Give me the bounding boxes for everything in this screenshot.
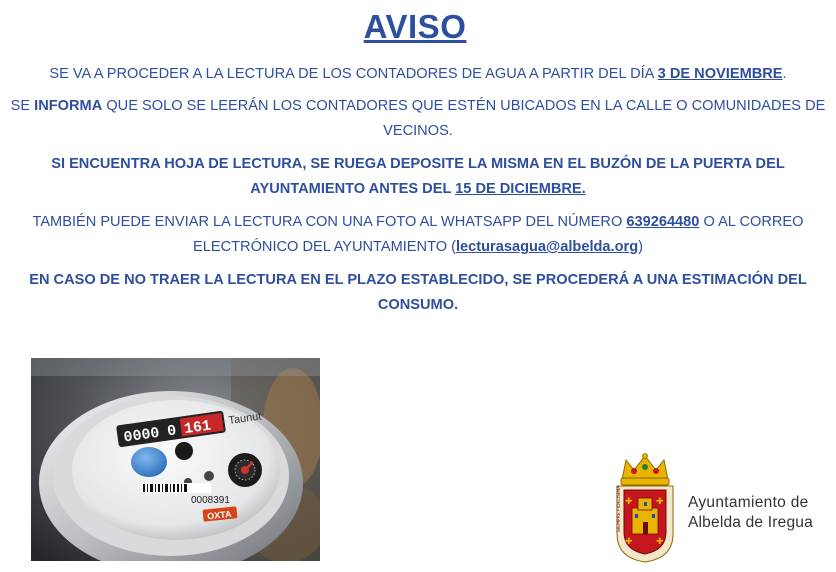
water-meter-photo: [31, 358, 320, 561]
paragraph-text-post: QUE SOLO SE LEERÁN LOS CONTADORES QUE ESTÉN UBICADOS EN LA CALLE O COMUNIDADES DE VECINOS.: [102, 98, 826, 139]
period: .: [782, 66, 787, 82]
whatsapp-number[interactable]: 639264480: [626, 214, 700, 230]
svg-text:✚: ✚: [625, 497, 633, 507]
email-link[interactable]: lecturasagua@albelda.org: [456, 239, 639, 255]
svg-text:✚: ✚: [656, 537, 664, 547]
start-date: 3 DE NOVIEMBRE: [657, 66, 783, 82]
paragraph-text-pre: SE: [10, 98, 35, 114]
svg-text:✚: ✚: [656, 497, 664, 507]
paragraph-text: SI ENCUENTRA HOJA DE LECTURA, SE RUEGA DEPOSITE LA MISMA EN EL BUZÓN DE LA PUERTA DEL AYUNTAMIENTO ANTES DEL: [51, 156, 785, 197]
paragraph-text-end: ): [638, 239, 643, 255]
paragraph-reading-sheet: [10, 152, 826, 202]
org-name-line1: Ayuntamiento de: [688, 494, 809, 511]
org-name-line2: Albelda de Iregua: [688, 514, 813, 531]
crest-motto-text: SIEMPRE FIDELISIMA: [617, 485, 622, 532]
crest-icon: [612, 452, 678, 564]
paragraph-text: SE VA A PROCEDER A LA LECTURA DE LOS CONTADORES DE AGUA A PARTIR DEL DÍA: [49, 66, 658, 82]
paragraph-contact: [10, 210, 826, 260]
paragraph-info: [10, 94, 826, 144]
svg-text:Taunut: Taunut: [227, 410, 263, 427]
svg-text:✚: ✚: [625, 537, 633, 547]
notice-title: AVISO: [363, 8, 467, 45]
svg-text:0008391: 0008391: [191, 495, 230, 506]
paragraph-text-mid: O AL CORREO ELECTRÓNICO DEL AYUNTAMIENTO (: [193, 214, 804, 255]
paragraph-estimation-warning: EN CASO DE NO TRAER LA LECTURA EN EL PLAZO ESTABLECIDO, SE PROCEDERÁ A UNA ESTIMACIÓN DEL CONSUMO.: [29, 272, 807, 313]
svg-text:OXTA: OXTA: [206, 508, 232, 522]
water-meter-image: [31, 358, 320, 561]
deadline-date: 15 DE DICIEMBRE.: [455, 181, 586, 197]
paragraph-reading-start: [10, 62, 826, 87]
svg-text:0000: 0000: [122, 424, 161, 447]
svg-text:0: 0: [166, 422, 178, 441]
informa-word: INFORMA: [34, 98, 103, 114]
svg-text:161: 161: [183, 417, 213, 439]
municipal-crest-logo: [612, 452, 678, 564]
paragraph-text-pre: TAMBIÉN PUEDE ENVIAR LA LECTURA CON UNA FOTO AL WHATSAPP DEL NÚMERO: [32, 214, 627, 230]
